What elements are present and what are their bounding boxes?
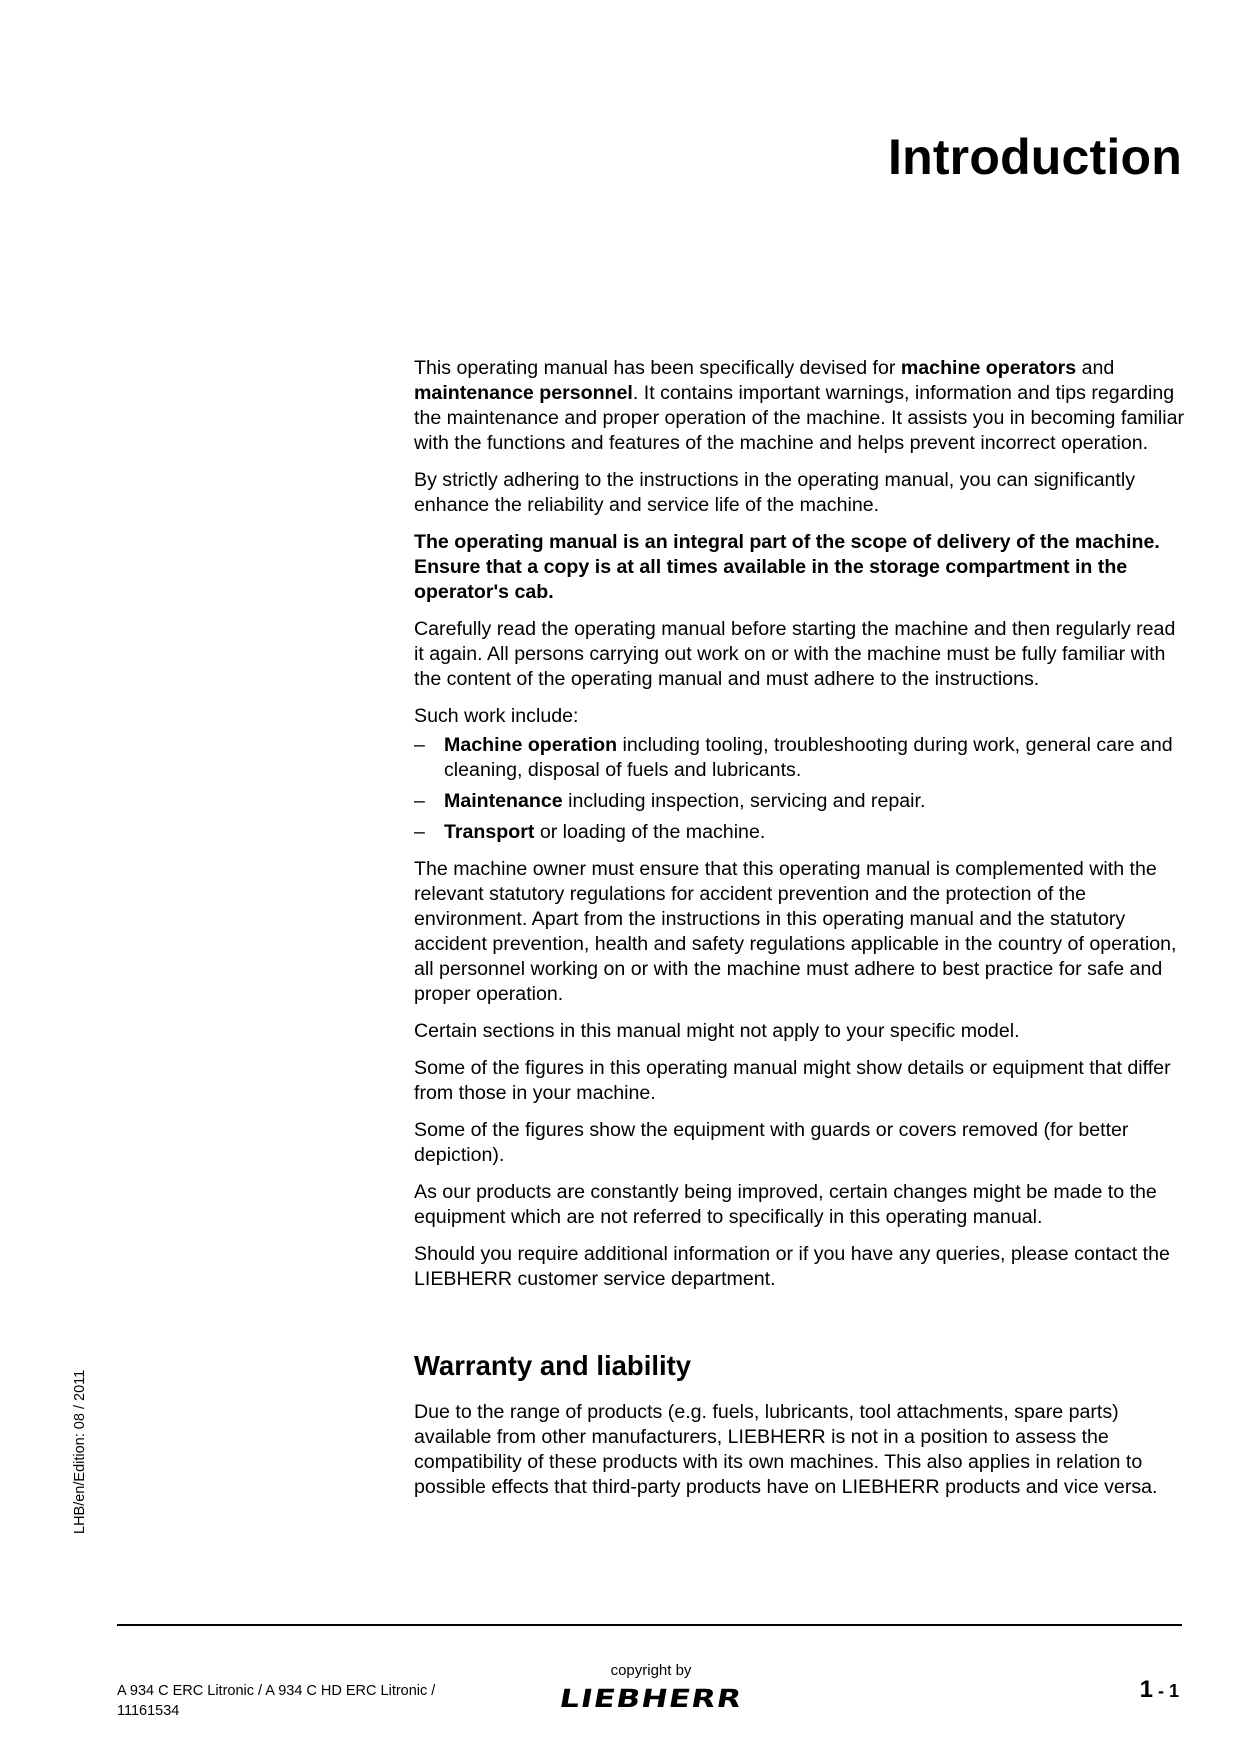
intro-paragraph-1 (414, 356, 1186, 456)
delivery-notice-text: The operating manual is an integral part of the scope of delivery of the machine. Ensure that a copy is at all times available in the storage compartment in the operator's cab. (414, 531, 1160, 603)
page-number (1140, 1676, 1179, 1704)
copyright-block (555, 1662, 747, 1713)
intro-paragraph-6: Certain sections in this manual might not apply to your specific model. (414, 1020, 1020, 1042)
intro-paragraph-10: Should you require additional information or if you have any queries, please contact the LIEBHERR customer service department. (414, 1243, 1170, 1290)
list-item-text: including inspection, servicing and repair. (562, 790, 926, 812)
liebherr-logo: LIEBHERR (557, 1684, 745, 1713)
list-item-text: including tooling, troubleshooting during work, general care and cleaning, disposal of fuels and lubricants. (444, 734, 1173, 781)
delivery-notice (414, 530, 1186, 605)
warranty-heading: Warranty and liability (414, 1350, 692, 1381)
list-item-term: Transport (444, 821, 535, 843)
work-list (414, 733, 1186, 845)
intro-paragraph-4: Carefully read the operating manual before starting the machine and then regularly read it again. All persons carrying out work on or with the machine must be fully familiar with the content of the operating manual and must adhere to the instructions. (414, 618, 1176, 690)
list-item-term: Maintenance (444, 790, 563, 812)
warranty-paragraph: Due to the range of products (e.g. fuels, lubricants, tool attachments, spare parts) available from other manufacturers, LIEBHERR is not in a position to assess the compatibility of these products with its own machines. This also applies in relation to possible effects that third-party products have on LIEBHERR products and vice versa. (414, 1401, 1158, 1498)
page-chapter: 1 (1139, 1676, 1153, 1703)
intro-paragraph-9: As our products are constantly being improved, certain changes might be made to the equipment which are not referred to specifically in this operating manual. (414, 1181, 1157, 1228)
work-list-intro: Such work include: (414, 705, 579, 727)
page-separator: - (1152, 1681, 1169, 1701)
list-item (414, 820, 1186, 845)
edition-label: LHB/en/Edition: 08 / 2011 (72, 1369, 88, 1534)
page-index: 1 (1168, 1681, 1179, 1701)
list-item-term: Machine operation (444, 734, 618, 756)
page-title: Introduction (887, 129, 1182, 185)
intro-text: . It contains important warnings, information and tips regarding the maintenance and proper operation of the machine. It assists you in becoming familiar with the functions and features of the machine and helps prevent incorrect operation. (414, 382, 1185, 454)
footer-document-number: 11161534 (117, 1703, 180, 1719)
intro-text: and (1076, 357, 1115, 379)
footer-divider (117, 1624, 1182, 1626)
emphasis-machine-operators: machine operators (900, 357, 1077, 379)
footer-model-name: A 934 C ERC Litronic / A 934 C HD ERC Litronic / (117, 1683, 436, 1699)
intro-text: This operating manual has been specifically devised for (414, 357, 901, 379)
list-item (414, 733, 1186, 783)
main-content (414, 356, 1186, 1512)
list-item-text: or loading of the machine. (534, 821, 766, 843)
copyright-label: copyright by (610, 1662, 692, 1679)
footer-model-info (117, 1681, 435, 1721)
intro-paragraph-5: The machine owner must ensure that this operating manual is complemented with the relevant statutory regulations for accident prevention and the protection of the environment. Apart from the instructions in this operating manual and the statutory accident prevention, health and safety regulations applicable in the country of operation, all personnel working on or with the machine must adhere to best practice for safe and proper operation. (414, 858, 1177, 1005)
intro-paragraph-8: Some of the figures show the equipment with guards or covers removed (for better depiction). (414, 1119, 1129, 1166)
intro-paragraph-2: By strictly adhering to the instructions in the operating manual, you can significantly enhance the reliability and service life of the machine. (414, 469, 1135, 516)
intro-paragraph-7: Some of the figures in this operating manual might show details or equipment that differ from those in your machine. (414, 1057, 1171, 1104)
list-item (414, 789, 1186, 814)
emphasis-maintenance-personnel: maintenance personnel (414, 382, 633, 404)
